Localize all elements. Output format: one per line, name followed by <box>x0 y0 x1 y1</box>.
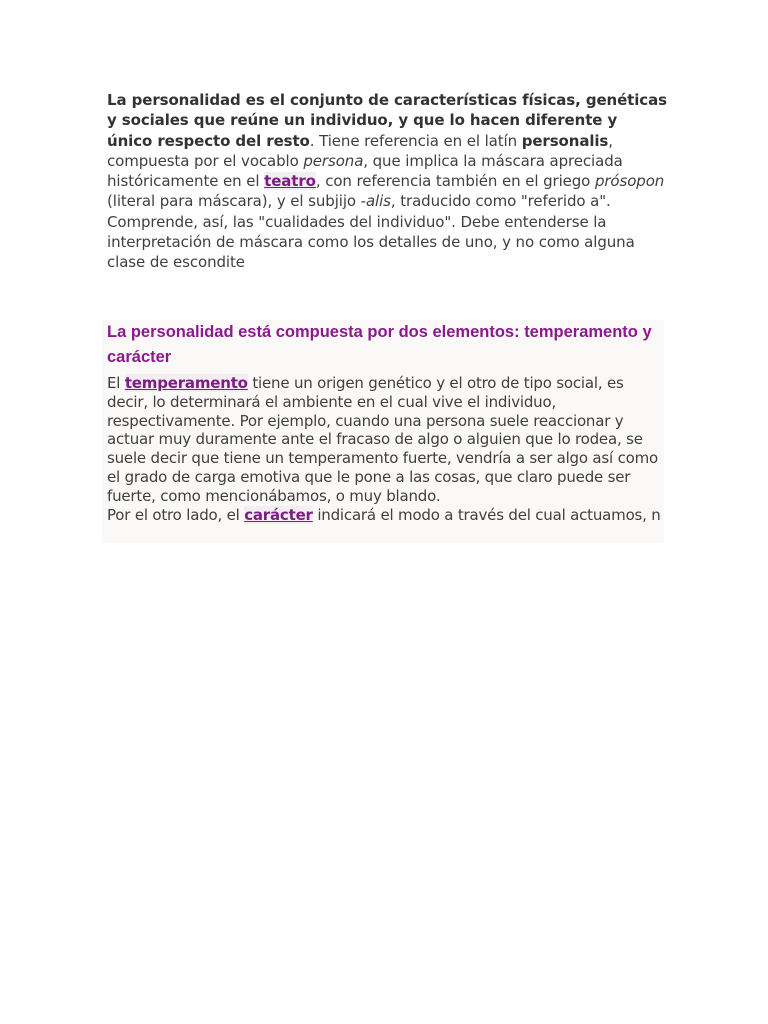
intro-text: . Tiene referencia en el latín <box>309 131 522 150</box>
section-text: indicará el modo a través del cual actuamos, n <box>312 505 661 524</box>
intro-bold-term: personalis <box>521 131 609 150</box>
link-caracter[interactable]: carácter <box>244 505 313 524</box>
intro-text: , compuesta por el vocablo <box>107 131 613 170</box>
personality-section <box>102 320 664 543</box>
section-text: Por el otro lado, el <box>107 505 245 524</box>
intro-text: , que implica la máscara apreciada históricamente en el <box>107 151 623 191</box>
section-body <box>107 374 667 524</box>
section-heading: La personalidad está compuesta por dos elementos: temperamento y carácter <box>107 323 652 366</box>
intro-italic-term: persona <box>303 151 364 170</box>
link-teatro[interactable]: teatro <box>264 172 316 191</box>
section-text: El <box>107 374 125 392</box>
intro-italic-term: alis <box>365 192 391 211</box>
intro-text: , con referencia también en el griego <box>315 172 595 191</box>
link-temperamento[interactable]: temperamento <box>124 374 248 392</box>
intro-text: , traducido como "referido a". Comprende, así, las "cualidades del individuo". Debe entenderse la interpretación de máscara como los detalles de uno, y no como alguna clase de escondite <box>107 192 635 272</box>
intro-text: (literal para máscara), y el subjijo - <box>107 192 366 211</box>
intro-italic-term: prósopon <box>594 172 665 191</box>
intro-paragraph <box>107 90 667 273</box>
intro-bold-lead: La personalidad es el conjunto de características físicas, genéticas y sociales que reúne un individuo, y que lo hacen diferente y único respecto del resto <box>107 91 667 150</box>
section-text: tiene un origen genético y el otro de tipo social, es decir, lo determinará el ambiente en el cual vive el individuo, respectivamente. Por ejemplo, cuando una persona suele reaccionar y actuar muy duramente ante el fracaso de algo o alguien que lo rodea, se suele decir que tiene un temperamento fuerte, vendría a ser algo así como el grado de carga emotiva que le pone a las cosas, que claro puede ser fuerte, como mencionábamos, o muy blando. <box>107 374 658 505</box>
